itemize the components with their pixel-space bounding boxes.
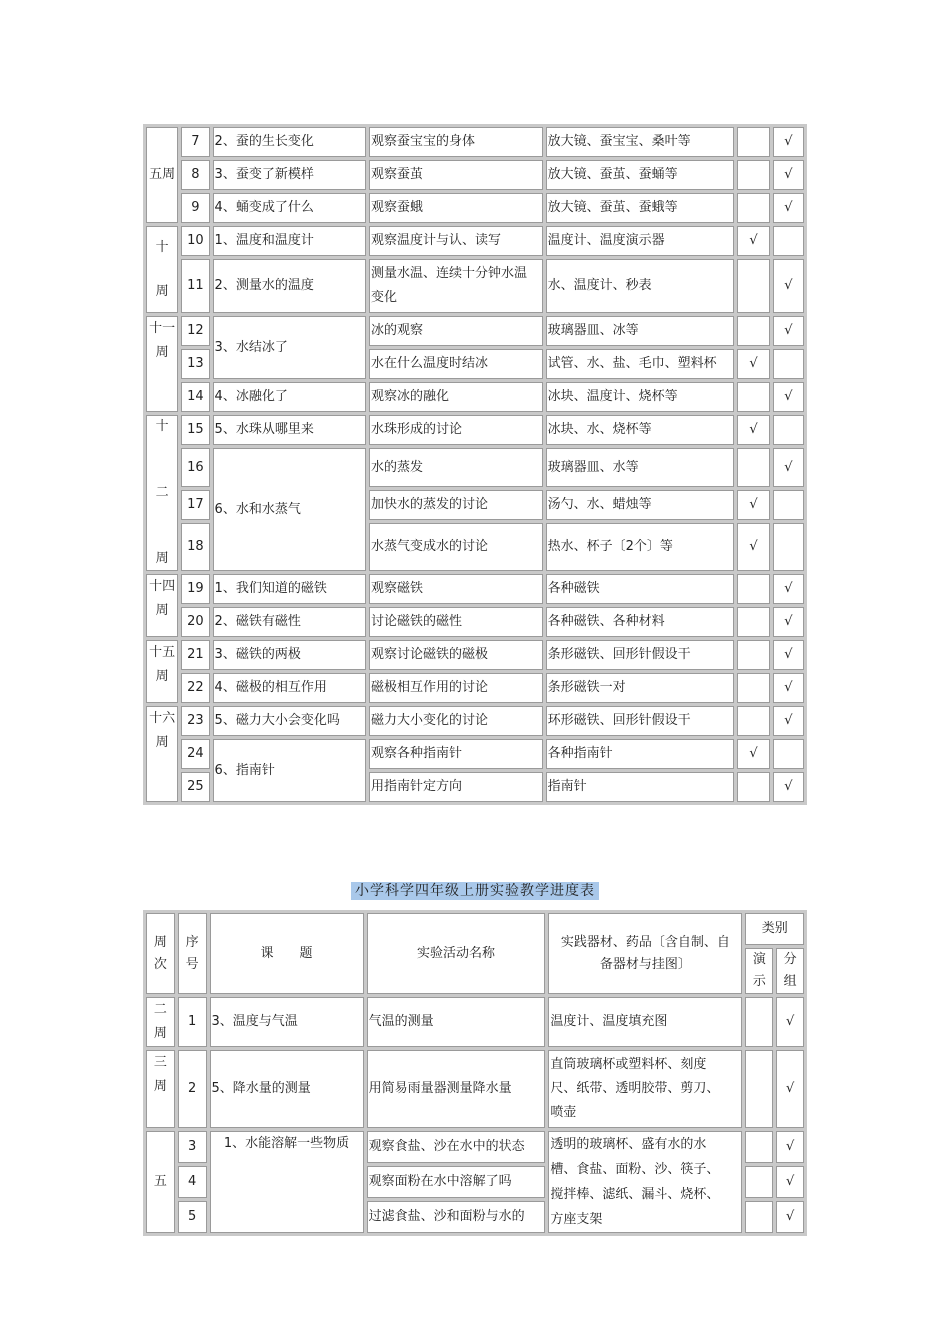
materials-cell: 温度计、温度演示器 [546, 226, 735, 256]
table-row [146, 673, 804, 703]
activity-cell: 磁极相互作用的讨论 [369, 673, 543, 703]
demo-check [745, 1166, 773, 1198]
demo-check [737, 316, 769, 346]
group-check: √ [773, 259, 804, 313]
week-cell: 十五 周 [146, 640, 178, 703]
materials-cell: 试管、水、盐、毛巾、塑料杯 [546, 349, 735, 379]
table-row [146, 706, 804, 736]
demo-check: √ [737, 523, 769, 571]
group-check [773, 349, 804, 379]
seq-number: 18 [181, 523, 209, 571]
activity-cell: 过滤食盐、沙和面粉与水的 [367, 1201, 546, 1233]
materials-cell: 放大镜、蚕茧、蚕蛹等 [546, 160, 735, 190]
table-row [146, 193, 804, 223]
seq-number: 2 [178, 1050, 207, 1128]
seq-number: 13 [181, 349, 209, 379]
topic-cell: 1、水能溶解一些物质 [210, 1131, 364, 1233]
table-row [146, 316, 804, 346]
demo-check [737, 673, 769, 703]
materials-cell: 环形磁铁、回形针假设干 [546, 706, 735, 736]
materials-cell: 各种指南针 [546, 739, 735, 769]
header-topic: 课 题 [210, 913, 364, 994]
topic-cell: 4、冰融化了 [213, 382, 366, 412]
week-cell: 五周 [146, 127, 178, 223]
group-check [773, 739, 804, 769]
materials-cell: 温度计、温度填充图 [548, 997, 742, 1047]
demo-check: √ [737, 349, 769, 379]
group-check: √ [773, 193, 804, 223]
materials-cell: 冰块、温度计、烧杯等 [546, 382, 735, 412]
week-cell: 十 二 周 [146, 415, 178, 571]
table-row [146, 382, 804, 412]
materials-cell: 玻璃器皿、冰等 [546, 316, 735, 346]
activity-cell: 观察蚕蛾 [369, 193, 543, 223]
week-cell: 三周 [146, 1050, 175, 1128]
table-row [146, 160, 804, 190]
seq-number: 3 [178, 1131, 207, 1163]
materials-cell: 水、温度计、秒表 [546, 259, 735, 313]
header-materials: 实践器材、药品〔含自制、自 备器材与挂图〕 [548, 913, 742, 994]
demo-check [737, 382, 769, 412]
activity-cell: 气温的测量 [367, 997, 546, 1047]
demo-check [737, 706, 769, 736]
table-row [146, 127, 804, 157]
seq-number: 22 [181, 673, 209, 703]
demo-check [737, 193, 769, 223]
table-row [146, 997, 804, 1047]
group-check: √ [773, 640, 804, 670]
topic-cell: 2、蚕的生长变化 [213, 127, 366, 157]
activity-cell: 观察讨论磁铁的磁极 [369, 640, 543, 670]
table-row [146, 1131, 804, 1163]
seq-number: 11 [181, 259, 209, 313]
activity-cell: 观察冰的融化 [369, 382, 543, 412]
demo-check [745, 1201, 773, 1233]
materials-cell: 放大镜、蚕茧、蚕蛾等 [546, 193, 735, 223]
table-title: 小学科学四年级上册实验教学进度表 [0, 880, 950, 900]
header-activity: 实验活动名称 [367, 913, 546, 994]
topic-cell: 2、磁铁有磁性 [213, 607, 366, 637]
table-row [146, 739, 804, 769]
demo-check: √ [737, 226, 769, 256]
header-group: 分组 [776, 948, 804, 994]
table-row [146, 415, 804, 445]
group-check: √ [773, 382, 804, 412]
table-row [146, 259, 804, 313]
group-check: √ [773, 448, 804, 487]
demo-check [737, 574, 769, 604]
demo-check [745, 1050, 773, 1128]
activity-cell: 观察磁铁 [369, 574, 543, 604]
materials-cell: 放大镜、蚕宝宝、桑叶等 [546, 127, 735, 157]
demo-check [737, 127, 769, 157]
topic-cell: 6、水和水蒸气 [213, 448, 366, 571]
week-cell: 二周 [146, 997, 175, 1047]
group-check: √ [773, 316, 804, 346]
header-demo: 演示 [745, 948, 773, 994]
experiment-schedule-table-continued [143, 124, 807, 805]
seq-number: 10 [181, 226, 209, 256]
header-category: 类别 [745, 913, 804, 945]
demo-check: √ [737, 415, 769, 445]
week-cell: 十四 周 [146, 574, 178, 637]
demo-check [737, 259, 769, 313]
seq-number: 5 [178, 1201, 207, 1233]
materials-cell: 透明的玻璃杯、盛有水的水 槽、食盐、面粉、沙、筷子、 搅拌棒、滤纸、漏斗、烧杯、 方座支架 [548, 1131, 742, 1233]
topic-cell: 4、蛹变成了什么 [213, 193, 366, 223]
topic-cell: 5、水珠从哪里来 [213, 415, 366, 445]
table-row [146, 448, 804, 487]
activity-cell: 加快水的蒸发的讨论 [369, 490, 543, 520]
topic-cell: 5、降水量的测量 [210, 1050, 364, 1128]
topic-cell: 3、水结冰了 [213, 316, 366, 379]
activity-cell: 观察温度计与认、读写 [369, 226, 543, 256]
table-row [146, 574, 804, 604]
group-check: √ [776, 1166, 804, 1198]
table-row [146, 226, 804, 256]
week-cell: 十 周 [146, 226, 178, 313]
activity-cell: 讨论磁铁的磁性 [369, 607, 543, 637]
activity-cell: 观察各种指南针 [369, 739, 543, 769]
materials-cell: 指南针 [546, 772, 735, 802]
activity-cell: 观察蚕茧 [369, 160, 543, 190]
group-check: √ [773, 127, 804, 157]
week-cell: 十一 周 [146, 316, 178, 412]
week-cell: 十六 周 [146, 706, 178, 802]
demo-check [745, 997, 773, 1047]
table-row [146, 607, 804, 637]
demo-check [745, 1131, 773, 1163]
table-row [146, 640, 804, 670]
activity-cell: 水的蒸发 [369, 448, 543, 487]
seq-number: 21 [181, 640, 209, 670]
week-cell: 五 [146, 1131, 175, 1233]
group-check: √ [773, 706, 804, 736]
activity-cell: 水珠形成的讨论 [369, 415, 543, 445]
materials-cell: 汤勺、水、蜡烛等 [546, 490, 735, 520]
materials-cell: 条形磁铁、回形针假设干 [546, 640, 735, 670]
activity-cell: 水在什么温度时结冰 [369, 349, 543, 379]
topic-cell: 3、温度与气温 [210, 997, 364, 1047]
activity-cell: 水蒸气变成水的讨论 [369, 523, 543, 571]
group-check: √ [773, 607, 804, 637]
seq-number: 12 [181, 316, 209, 346]
group-check: √ [773, 574, 804, 604]
topic-cell: 1、温度和温度计 [213, 226, 366, 256]
topic-cell: 4、磁极的相互作用 [213, 673, 366, 703]
activity-cell: 用简易雨量器测量降水量 [367, 1050, 546, 1128]
materials-cell: 各种磁铁、各种材料 [546, 607, 735, 637]
group-check: √ [776, 1131, 804, 1163]
seq-number: 16 [181, 448, 209, 487]
seq-number: 7 [181, 127, 209, 157]
activity-cell: 观察面粉在水中溶解了吗 [367, 1166, 546, 1198]
group-check: √ [773, 160, 804, 190]
group-check [773, 226, 804, 256]
seq-number: 24 [181, 739, 209, 769]
materials-cell: 冰块、水、烧杯等 [546, 415, 735, 445]
seq-number: 15 [181, 415, 209, 445]
group-check: √ [776, 1050, 804, 1128]
seq-number: 19 [181, 574, 209, 604]
seq-number: 20 [181, 607, 209, 637]
topic-cell: 3、磁铁的两极 [213, 640, 366, 670]
activity-cell: 冰的观察 [369, 316, 543, 346]
header-week: 周次 [146, 913, 175, 994]
activity-cell: 测量水温、连续十分钟水温 变化 [369, 259, 543, 313]
demo-check: √ [737, 739, 769, 769]
activity-cell: 观察食盐、沙在水中的状态 [367, 1131, 546, 1163]
topic-cell: 3、蚕变了新模样 [213, 160, 366, 190]
table-row [146, 1050, 804, 1128]
seq-number: 9 [181, 193, 209, 223]
topic-cell: 6、指南针 [213, 739, 366, 802]
header-row [146, 913, 804, 945]
group-check [773, 490, 804, 520]
seq-number: 17 [181, 490, 209, 520]
materials-cell: 玻璃器皿、水等 [546, 448, 735, 487]
demo-check [737, 448, 769, 487]
seq-number: 25 [181, 772, 209, 802]
demo-check [737, 160, 769, 190]
activity-cell: 用指南针定方向 [369, 772, 543, 802]
group-check: √ [773, 673, 804, 703]
seq-number: 4 [178, 1166, 207, 1198]
seq-number: 14 [181, 382, 209, 412]
materials-cell: 热水、杯子〔2个〕等 [546, 523, 735, 571]
topic-cell: 1、我们知道的磁铁 [213, 574, 366, 604]
activity-cell: 观察蚕宝宝的身体 [369, 127, 543, 157]
demo-check [737, 607, 769, 637]
header-seq: 序号 [178, 913, 207, 994]
materials-cell: 直筒玻璃杯或塑料杯、刻度 尺、纸带、透明胶带、剪刀、 喷壶 [548, 1050, 742, 1128]
seq-number: 23 [181, 706, 209, 736]
group-check: √ [776, 1201, 804, 1233]
group-check: √ [773, 772, 804, 802]
materials-cell: 条形磁铁一对 [546, 673, 735, 703]
group-check: √ [776, 997, 804, 1047]
topic-cell: 2、测量水的温度 [213, 259, 366, 313]
materials-cell: 各种磁铁 [546, 574, 735, 604]
demo-check [737, 772, 769, 802]
seq-number: 8 [181, 160, 209, 190]
seq-number: 1 [178, 997, 207, 1047]
experiment-schedule-table [143, 910, 807, 1236]
group-check [773, 415, 804, 445]
topic-cell: 5、磁力大小会变化吗 [213, 706, 366, 736]
activity-cell: 磁力大小变化的讨论 [369, 706, 543, 736]
demo-check [737, 640, 769, 670]
demo-check: √ [737, 490, 769, 520]
group-check [773, 523, 804, 571]
